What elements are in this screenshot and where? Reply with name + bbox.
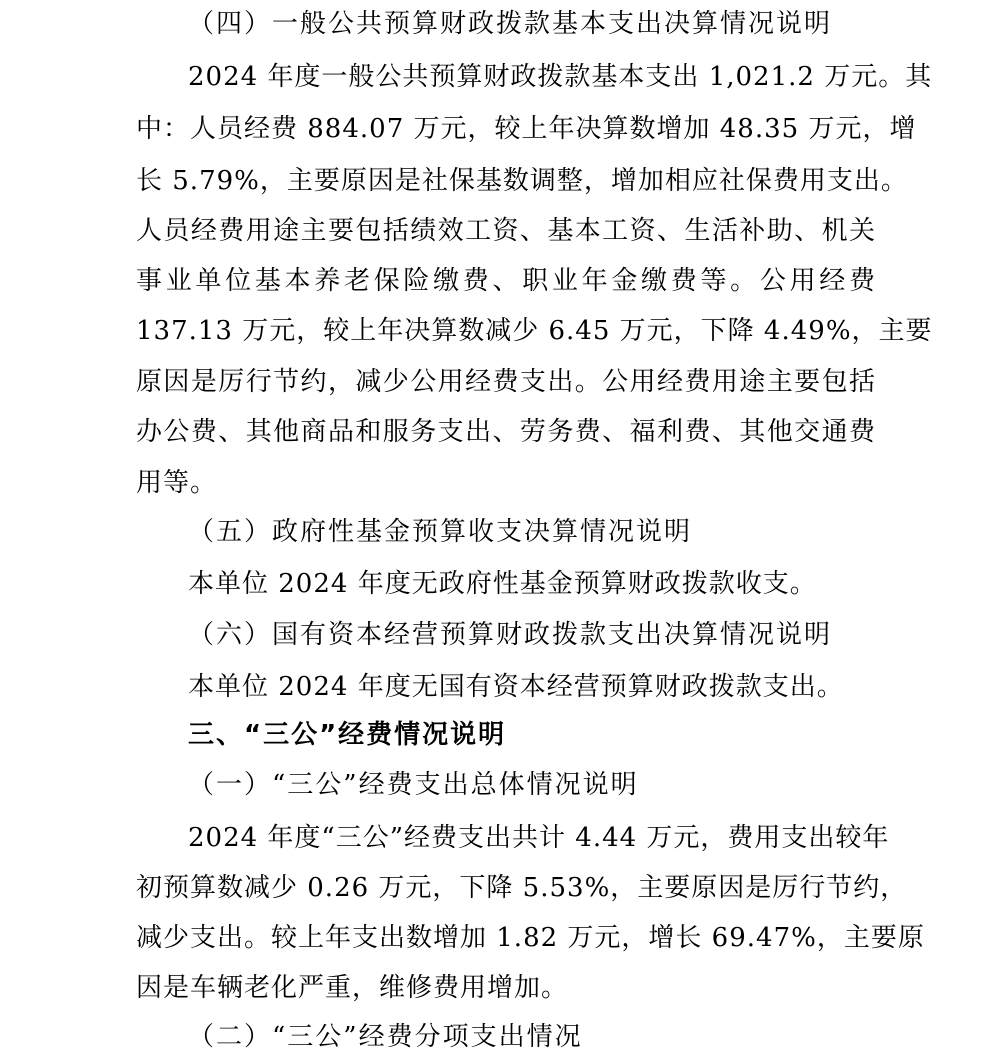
- section-heading-3: 三、“三公”经费情况说明: [188, 720, 507, 750]
- paragraph-line: 人员经费用途主要包括绩效工资、基本工资、生活补助、机关: [136, 216, 876, 246]
- paragraph-line: 因是车辆老化严重，维修费用增加。: [136, 973, 569, 1003]
- paragraph-line: 原因是厉行节约，减少公用经费支出。公用经费用途主要包括: [136, 367, 876, 397]
- paragraph-line: 2024 年度“三公”经费支出共计 4.44 万元，费用支出较年: [188, 823, 890, 853]
- paragraph-line: 长 5.79%，主要原因是社保基数调整，增加相应社保费用支出。: [136, 166, 908, 196]
- paragraph-line: 137.13 万元，较上年决算数减少 6.45 万元，下降 4.49%，主要: [136, 316, 933, 346]
- paragraph-line: 中：人员经费 884.07 万元，较上年决算数增加 48.35 万元，增: [136, 114, 917, 144]
- section-heading-5: （五）政府性基金预算收支决算情况说明: [188, 517, 693, 547]
- paragraph-line: 减少支出。较上年支出数增加 1.82 万元，增长 69.47%，主要原: [136, 923, 925, 953]
- paragraph-line: 办公费、其他商品和服务支出、劳务费、福利费、其他交通费: [136, 417, 876, 447]
- section-heading-4: （四）一般公共预算财政拨款基本支出决算情况说明: [188, 9, 833, 39]
- paragraph-line: 初预算数减少 0.26 万元，下降 5.53%，主要原因是厉行节约，: [136, 873, 908, 903]
- paragraph-line: 本单位 2024 年度无政府性基金预算财政拨款收支。: [188, 569, 817, 599]
- section-heading-3-2: （二）“三公”经费分项支出情况: [188, 1022, 583, 1052]
- paragraph-line: 用等。: [136, 468, 218, 498]
- section-heading-3-1: （一）“三公”经费支出总体情况说明: [188, 770, 639, 800]
- paragraph-line: 事业单位基本养老保险缴费、职业年金缴费等。公用经费: [136, 266, 876, 296]
- paragraph-line: 2024 年度一般公共预算财政拨款基本支出 1,021.2 万元。其: [188, 62, 933, 92]
- paragraph-line: 本单位 2024 年度无国有资本经营预算财政拨款支出。: [188, 672, 844, 702]
- section-heading-6: （六）国有资本经营预算财政拨款支出决算情况说明: [188, 620, 833, 650]
